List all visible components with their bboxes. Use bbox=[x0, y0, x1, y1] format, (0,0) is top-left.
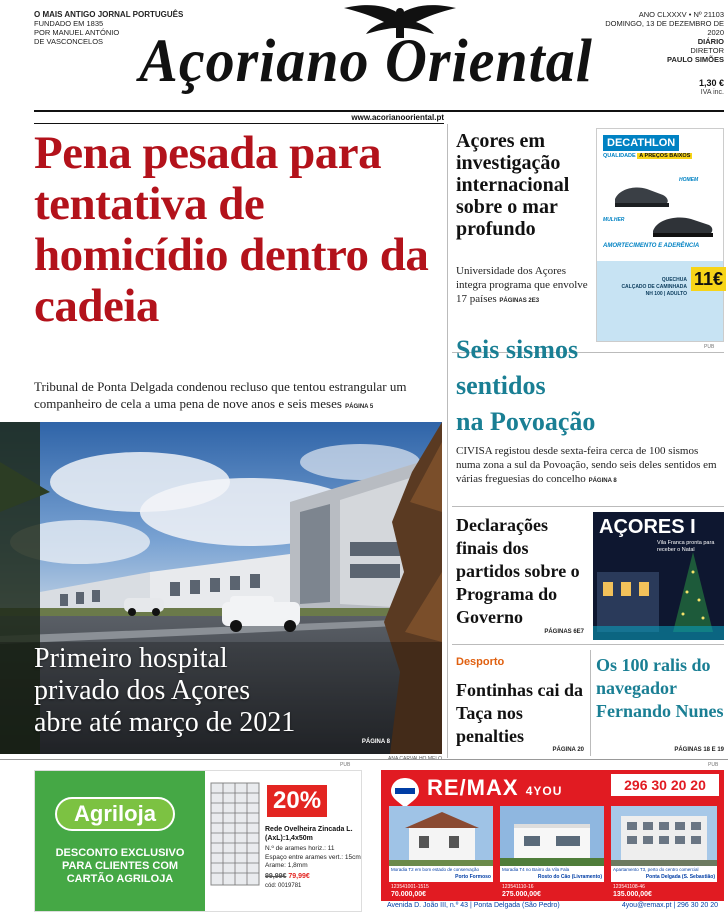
agriloja-discount: 20% bbox=[267, 785, 327, 817]
periodicity: DIÁRIO bbox=[697, 37, 724, 46]
listing-place: Rosto do Cão (Livramento) bbox=[537, 874, 602, 880]
listing-price: 135.000,00€ bbox=[613, 891, 652, 898]
column-divider bbox=[447, 124, 448, 758]
quake-summary-text: CIVISA registou desde sexta-feira cerca de 100 sismos numa zona a sul da Povoação, sendo seis deles sentidos em várias freguesias do concelho bbox=[456, 445, 717, 485]
remax-phone: 296 30 20 20 bbox=[611, 774, 719, 796]
masthead-issue-box bbox=[600, 10, 724, 46]
sport-headline[interactable]: Fontinhas cai da Taça nos penalties bbox=[456, 680, 584, 746]
sport-page-ref: PÁGINA 20 bbox=[552, 747, 584, 753]
remax-brand-name: RE/MAX bbox=[427, 775, 519, 800]
agriloja-offer bbox=[35, 847, 205, 886]
founded-line: FUNDADO EM 1835 bbox=[34, 19, 104, 28]
sea-headline[interactable]: Açores em investigação internacional sobre o mar profundo bbox=[456, 130, 570, 240]
divider bbox=[452, 644, 724, 645]
agriloja-product: Rede Ovelheira Zincada L. (AxL):1,4x50m bbox=[265, 826, 353, 842]
masthead-tagline: O MAIS ANTIGO JORNAL PORTUGUÊS bbox=[34, 10, 184, 19]
quake-summary bbox=[456, 444, 724, 488]
decathlon-ad[interactable] bbox=[596, 128, 724, 342]
price: 1,30 € bbox=[698, 78, 724, 88]
agriloja-pub-label: PUB bbox=[340, 762, 351, 768]
lead-page-ref: PÁGINA 5 bbox=[345, 404, 374, 410]
listing-desc: Moradia T2 em bom estado de conservação bbox=[391, 867, 479, 872]
decathlon-quality bbox=[603, 153, 692, 159]
quake-headline[interactable] bbox=[456, 332, 726, 440]
parties-headline[interactable]: Declarações finais dos partidos sobre o Programa do Governo bbox=[456, 515, 580, 627]
quake-headline-line: na Povoação bbox=[456, 407, 596, 436]
remax-address: Avenida D. João III, n.º 43 | Ponta Delgada (São Pedro) bbox=[387, 902, 560, 909]
photo-headline-line: abre até março de 2021 bbox=[34, 707, 296, 738]
photo-page-ref: PÁGINA 8 bbox=[361, 739, 390, 745]
listing-price: 275.000,00€ bbox=[502, 891, 541, 898]
decathlon-price: 11€ bbox=[691, 267, 726, 291]
director-box bbox=[600, 46, 724, 64]
lead-headline[interactable]: Pena pesada para tentativa de homicídio dentro da cadeia bbox=[34, 127, 429, 332]
house-illustration bbox=[389, 806, 493, 866]
listing-photo bbox=[389, 806, 493, 866]
parties-page-ref: PÁGINAS 6E7 bbox=[544, 629, 584, 635]
apartment-illustration bbox=[611, 806, 717, 866]
sea-summary-text: Universidade dos Açores integra programa que envolve 17 países bbox=[456, 265, 588, 305]
azores-promo[interactable] bbox=[593, 512, 724, 640]
rallies-headline[interactable]: Os 100 ralis do navegador Fernando Nunes bbox=[596, 655, 724, 721]
old-price: 99,99€ bbox=[265, 873, 287, 880]
remax-balloon-icon bbox=[389, 776, 421, 810]
new-price: 79,99€ bbox=[288, 873, 310, 880]
founded-line: DE VASCONCELOS bbox=[34, 37, 104, 46]
decathlon-women: MULHER bbox=[603, 217, 625, 223]
listing-photo bbox=[611, 806, 717, 866]
photo-headline-line: Primeiro hospital bbox=[34, 643, 228, 674]
agriloja-specs bbox=[265, 845, 361, 871]
decathlon-men: HOMEM bbox=[679, 177, 699, 183]
remax-footer bbox=[381, 901, 724, 912]
listing-desc: Apartamento T3, perto do centro comercial bbox=[613, 867, 699, 872]
listing-price: 70.000,00€ bbox=[391, 891, 427, 898]
masthead-title[interactable]: Açoriano Oriental bbox=[139, 26, 593, 95]
product-type: CALÇADO DE CAMINHADA bbox=[621, 284, 687, 290]
remax-email: 4you@remax.pt | 296 30 20 20 bbox=[621, 902, 718, 909]
listing-caption bbox=[611, 866, 717, 882]
listing-desc: Moradia T4 no Bairro da Vila Fala bbox=[502, 867, 570, 872]
sea-page-ref: PÁGINAS 2E3 bbox=[499, 298, 540, 304]
agriloja-prices bbox=[265, 873, 310, 880]
listing-place: Porto Formoso bbox=[455, 874, 491, 880]
founded-line: POR MANUEL ANTÓNIO bbox=[34, 28, 120, 37]
photo-story-headline[interactable] bbox=[34, 643, 414, 739]
spec-line: N.º de arames horiz.: 11 bbox=[265, 845, 335, 852]
decathlon-logo: DECATHLON bbox=[603, 135, 679, 151]
lead-summary bbox=[34, 378, 434, 416]
spec-line: Arame: 1,8mm bbox=[265, 862, 308, 869]
column-divider bbox=[590, 650, 591, 756]
remax-pub-label: PUB bbox=[708, 762, 719, 768]
director-label: DIRETOR bbox=[690, 46, 724, 55]
decathlon-pub-label: PUB bbox=[704, 344, 715, 350]
masthead-rule bbox=[34, 110, 724, 112]
listing-caption bbox=[500, 866, 604, 882]
remax-brand bbox=[427, 776, 562, 803]
sport-section-label[interactable]: Desporto bbox=[456, 656, 505, 668]
ads-top-rule bbox=[0, 759, 728, 760]
sea-summary bbox=[456, 264, 592, 308]
azores-promo-sub: Vila Franca pronta para receber o Natal bbox=[657, 540, 715, 553]
offer-line: PARA CLIENTES COM bbox=[61, 860, 179, 872]
quake-headline-line: Seis sismos bbox=[456, 335, 579, 364]
director-name: PAULO SIMÕES bbox=[667, 55, 724, 64]
listing-id: 123541110-16 bbox=[502, 884, 534, 890]
azores-promo-title: AÇORES I bbox=[599, 516, 696, 538]
offer-line: CARTÃO AGRILOJA bbox=[66, 873, 174, 885]
agriloja-ad[interactable] bbox=[34, 770, 362, 912]
product-model: NH 100 | ADULTO bbox=[645, 291, 687, 297]
low-price-label: A PREÇOS BAIXOS bbox=[639, 153, 691, 159]
agriloja-code: cód: 0019781 bbox=[265, 883, 302, 889]
website-rule bbox=[34, 123, 444, 124]
decathlon-feature: AMORTECIMENTO E ADERÊNCIA bbox=[603, 243, 700, 249]
quake-headline-line: sentidos bbox=[456, 371, 546, 400]
listing-caption bbox=[389, 866, 493, 882]
house-illustration bbox=[500, 806, 604, 866]
agriloja-green-panel bbox=[35, 771, 205, 912]
remax-brand-sub: 4YOU bbox=[525, 784, 563, 798]
listing-id: 123541108-46 bbox=[613, 884, 645, 890]
website-link[interactable]: www.acorianooriental.pt bbox=[351, 113, 444, 122]
quality-label: QUALIDADE bbox=[603, 153, 636, 159]
decathlon-product bbox=[603, 277, 687, 298]
lead-summary-text: Tribunal de Ponta Delgada condenou recluso que tentou estrangular um companheiro de cela a uma pena de nove anos e seis meses bbox=[34, 379, 407, 411]
remax-ad[interactable] bbox=[381, 770, 724, 912]
offer-line: DESCONTO EXCLUSIVO bbox=[55, 847, 185, 859]
divider bbox=[452, 506, 724, 507]
photo-headline-line: privado dos Açores bbox=[34, 675, 251, 706]
issue-number: ANO CLXXXV • Nº 21103 bbox=[638, 10, 724, 19]
price-note: IVA inc. bbox=[700, 89, 724, 96]
listing-place: Ponta Delgada (S. Sebastião) bbox=[645, 874, 715, 880]
agriloja-logo: Agriloja bbox=[55, 797, 175, 831]
rallies-page-ref: PÁGINAS 18 E 19 bbox=[674, 747, 724, 753]
shoes-illustration bbox=[607, 171, 717, 241]
quake-page-ref: PÁGINA 8 bbox=[588, 478, 617, 484]
product-brand: QUECHUA bbox=[661, 277, 687, 283]
listing-photo bbox=[500, 806, 604, 866]
wire-roll-illustration bbox=[207, 779, 263, 889]
listing-id: 123541001-1515 bbox=[391, 884, 429, 890]
issue-date: DOMINGO, 13 DE DEZEMBRO DE 2020 bbox=[605, 19, 724, 37]
spec-line: Espaço entre arames vert.: 15cm bbox=[265, 853, 361, 861]
